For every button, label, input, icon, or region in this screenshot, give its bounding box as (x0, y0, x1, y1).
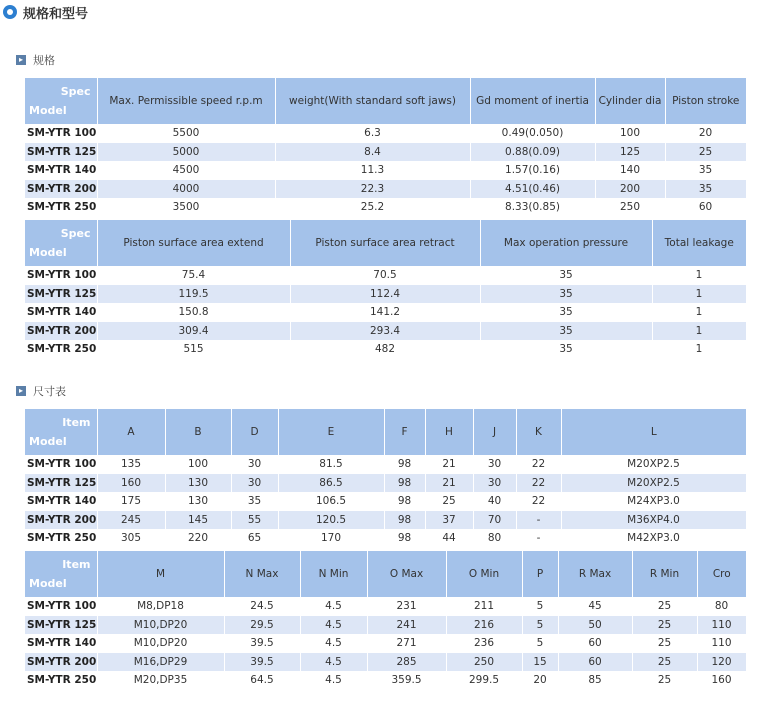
table-cell: 35 (665, 161, 746, 180)
table-cell: 25 (425, 492, 473, 511)
table-cell: 6.3 (275, 124, 470, 143)
table-cell: 35 (480, 322, 652, 341)
table-cell: 1 (652, 303, 746, 322)
table-cell: - (516, 511, 561, 530)
table-cell: M8,DP18 (97, 597, 224, 616)
table-cell: 11.3 (275, 161, 470, 180)
table-cell: 5 (522, 616, 558, 635)
table-row (25, 671, 746, 690)
table-cell: M20XP2.5 (561, 474, 746, 493)
table-cell: 25 (632, 634, 697, 653)
model-cell: SM-YTR 140 (25, 634, 97, 653)
table-cell: 0.88(0.09) (470, 143, 595, 162)
model-cell: SM-YTR 100 (25, 124, 97, 143)
table-cell: M16,DP29 (97, 653, 224, 672)
column-header: R Min (632, 551, 697, 597)
table-cell: 515 (97, 340, 290, 359)
table-cell: 60 (665, 198, 746, 217)
header-row (25, 78, 746, 124)
table-cell: 120 (697, 653, 746, 672)
header-row (25, 551, 746, 597)
table-cell: M36XP4.0 (561, 511, 746, 530)
table-cell: 119.5 (97, 285, 290, 304)
table-cell: 25 (632, 616, 697, 635)
table-cell: 44 (425, 529, 473, 548)
table-row (25, 180, 746, 199)
table-cell: 40 (473, 492, 516, 511)
table-cell: 20 (665, 124, 746, 143)
table-cell: 250 (595, 198, 665, 217)
corner-bottom-label: Model (29, 246, 67, 259)
table-cell: 70 (473, 511, 516, 530)
model-cell: SM-YTR 200 (25, 653, 97, 672)
table-cell: 110 (697, 616, 746, 635)
table-cell: 160 (97, 474, 165, 493)
table-cell: M20,DP35 (97, 671, 224, 690)
corner-header-cell (25, 78, 97, 124)
column-header: O Max (367, 551, 446, 597)
table-cell: M10,DP20 (97, 634, 224, 653)
table-cell: 231 (367, 597, 446, 616)
column-header: Gd moment of inertia (470, 78, 595, 124)
table-cell: 200 (595, 180, 665, 199)
model-cell: SM-YTR 100 (25, 455, 97, 474)
table-cell: 39.5 (224, 653, 300, 672)
table-cell: 482 (290, 340, 480, 359)
corner-header-cell (25, 551, 97, 597)
corner-header-cell (25, 220, 97, 266)
table-cell: 30 (231, 474, 278, 493)
table-cell: 5 (522, 597, 558, 616)
table-cell: 110 (697, 634, 746, 653)
table-cell: 175 (97, 492, 165, 511)
table-cell: 4.5 (300, 653, 367, 672)
table-cell: 98 (384, 474, 425, 493)
column-header: A (97, 409, 165, 455)
section-heading-spec (16, 52, 55, 68)
column-header: M (97, 551, 224, 597)
page-title: 规格和型号 (23, 6, 89, 22)
table-cell: 245 (97, 511, 165, 530)
table-cell: 20 (522, 671, 558, 690)
table-cell: 359.5 (367, 671, 446, 690)
table-row (25, 634, 746, 653)
column-header: Cylinder dia (595, 78, 665, 124)
table-cell: 35 (665, 180, 746, 199)
table-cell: 15 (522, 653, 558, 672)
dimension-table-1 (25, 409, 747, 548)
table-cell: 64.5 (224, 671, 300, 690)
table-row (25, 285, 746, 304)
column-header: B (165, 409, 231, 455)
corner-top-label: Spec (60, 85, 91, 98)
table-cell: 1 (652, 340, 746, 359)
table-cell: 98 (384, 455, 425, 474)
table-cell: 21 (425, 474, 473, 493)
column-header: H (425, 409, 473, 455)
table-cell: 22.3 (275, 180, 470, 199)
table-cell: 150.8 (97, 303, 290, 322)
table-cell: 1.57(0.16) (470, 161, 595, 180)
table-cell: 1 (652, 285, 746, 304)
column-header: P (522, 551, 558, 597)
column-header: Max operation pressure (480, 220, 652, 266)
table-cell: 45 (558, 597, 632, 616)
table-cell: 81.5 (278, 455, 384, 474)
column-header: Piston surface area retract (290, 220, 480, 266)
table-cell: 60 (558, 653, 632, 672)
table-cell: 35 (480, 285, 652, 304)
column-header: Piston stroke (665, 78, 746, 124)
section-label: 规格 (33, 54, 55, 67)
table-cell: 5 (522, 634, 558, 653)
model-cell: SM-YTR 140 (25, 492, 97, 511)
table-cell: 4.5 (300, 597, 367, 616)
table-cell: 250 (446, 653, 522, 672)
column-header: L (561, 409, 746, 455)
table-cell: 309.4 (97, 322, 290, 341)
model-cell: SM-YTR 100 (25, 266, 97, 285)
section-heading-dimensions (16, 383, 66, 399)
table-cell: 37 (425, 511, 473, 530)
table-row (25, 303, 746, 322)
corner-top-label: Spec (60, 227, 91, 240)
model-cell: SM-YTR 250 (25, 671, 97, 690)
table-row (25, 161, 746, 180)
table-cell: 4000 (97, 180, 275, 199)
table-cell: 98 (384, 529, 425, 548)
table-row (25, 340, 746, 359)
column-header: K (516, 409, 561, 455)
corner-bottom-label: Model (29, 577, 67, 590)
arrow-right-icon: ▸ (16, 55, 26, 65)
table-cell: 4.5 (300, 616, 367, 635)
column-header: Piston surface area extend (97, 220, 290, 266)
bullet-circle-icon (3, 5, 17, 19)
table-row (25, 322, 746, 341)
model-cell: SM-YTR 125 (25, 285, 97, 304)
table-cell: 220 (165, 529, 231, 548)
table-cell: 25 (632, 653, 697, 672)
table-cell: 5500 (97, 124, 275, 143)
table-cell: 22 (516, 455, 561, 474)
table-cell: 60 (558, 634, 632, 653)
table-cell: 35 (480, 266, 652, 285)
table-row (25, 124, 746, 143)
table-cell: 106.5 (278, 492, 384, 511)
table-row (25, 266, 746, 285)
table-cell: 141.2 (290, 303, 480, 322)
table-cell: 24.5 (224, 597, 300, 616)
table-cell: - (516, 529, 561, 548)
column-header: N Min (300, 551, 367, 597)
table-cell: 30 (473, 455, 516, 474)
model-cell: SM-YTR 125 (25, 474, 97, 493)
table-cell: 80 (697, 597, 746, 616)
column-header: weight(With standard soft jaws) (275, 78, 470, 124)
table-row (25, 597, 746, 616)
table-cell: 140 (595, 161, 665, 180)
table-cell: 112.4 (290, 285, 480, 304)
table-cell: 25 (665, 143, 746, 162)
column-header: J (473, 409, 516, 455)
table-cell: M20XP2.5 (561, 455, 746, 474)
table-row (25, 143, 746, 162)
table-cell: 8.4 (275, 143, 470, 162)
page-title-bar (3, 3, 88, 21)
table-cell: 125 (595, 143, 665, 162)
table-cell: 98 (384, 511, 425, 530)
model-cell: SM-YTR 250 (25, 198, 97, 217)
column-header: O Min (446, 551, 522, 597)
table-cell: 21 (425, 455, 473, 474)
table-row (25, 529, 746, 548)
table-cell: 1 (652, 322, 746, 341)
table-cell: 160 (697, 671, 746, 690)
table-row (25, 492, 746, 511)
table-cell: 3500 (97, 198, 275, 217)
table-cell: 29.5 (224, 616, 300, 635)
table-cell: 4.5 (300, 671, 367, 690)
column-header: Total leakage (652, 220, 746, 266)
table-cell: 25 (632, 671, 697, 690)
corner-bottom-label: Model (29, 435, 67, 448)
column-header: Max. Permissible speed r.p.m (97, 78, 275, 124)
column-header: D (231, 409, 278, 455)
table-row (25, 198, 746, 217)
table-cell: 170 (278, 529, 384, 548)
table-cell: 241 (367, 616, 446, 635)
table-cell: 25.2 (275, 198, 470, 217)
table-cell: M24XP3.0 (561, 492, 746, 511)
table-cell: 271 (367, 634, 446, 653)
column-header: F (384, 409, 425, 455)
table-cell: M10,DP20 (97, 616, 224, 635)
model-cell: SM-YTR 200 (25, 511, 97, 530)
table-cell: 120.5 (278, 511, 384, 530)
table-cell: 30 (231, 455, 278, 474)
column-header: Cro (697, 551, 746, 597)
corner-bottom-label: Model (29, 104, 67, 117)
table-cell: 4.51(0.46) (470, 180, 595, 199)
corner-top-label: Item (62, 416, 91, 429)
table-cell: 50 (558, 616, 632, 635)
model-cell: SM-YTR 125 (25, 616, 97, 635)
model-cell: SM-YTR 200 (25, 180, 97, 199)
header-row (25, 409, 746, 455)
table-cell: 65 (231, 529, 278, 548)
table-cell: 145 (165, 511, 231, 530)
column-header: N Max (224, 551, 300, 597)
spec-table-2 (25, 220, 747, 359)
table-row (25, 474, 746, 493)
table-cell: M42XP3.0 (561, 529, 746, 548)
table-cell: 35 (231, 492, 278, 511)
header-row (25, 220, 746, 266)
table-cell: 25 (632, 597, 697, 616)
corner-header-cell (25, 409, 97, 455)
table-cell: 5000 (97, 143, 275, 162)
table-cell: 305 (97, 529, 165, 548)
table-cell: 22 (516, 492, 561, 511)
table-cell: 211 (446, 597, 522, 616)
table-row (25, 653, 746, 672)
table-cell: 35 (480, 303, 652, 322)
table-cell: 130 (165, 492, 231, 511)
table-row (25, 455, 746, 474)
table-cell: 22 (516, 474, 561, 493)
table-cell: 35 (480, 340, 652, 359)
model-cell: SM-YTR 200 (25, 322, 97, 341)
table-cell: 4500 (97, 161, 275, 180)
table-cell: 4.5 (300, 634, 367, 653)
table-cell: 293.4 (290, 322, 480, 341)
table-cell: 135 (97, 455, 165, 474)
table-cell: 85 (558, 671, 632, 690)
table-cell: 98 (384, 492, 425, 511)
table-cell: 100 (165, 455, 231, 474)
model-cell: SM-YTR 100 (25, 597, 97, 616)
table-cell: 236 (446, 634, 522, 653)
table-row (25, 616, 746, 635)
table-row (25, 511, 746, 530)
model-cell: SM-YTR 125 (25, 143, 97, 162)
table-cell: 1 (652, 266, 746, 285)
table-cell: 285 (367, 653, 446, 672)
table-cell: 216 (446, 616, 522, 635)
table-cell: 75.4 (97, 266, 290, 285)
table-cell: 0.49(0.050) (470, 124, 595, 143)
table-cell: 8.33(0.85) (470, 198, 595, 217)
section-label: 尺寸表 (33, 385, 66, 398)
table-cell: 30 (473, 474, 516, 493)
table-cell: 299.5 (446, 671, 522, 690)
column-header: R Max (558, 551, 632, 597)
column-header: E (278, 409, 384, 455)
model-cell: SM-YTR 250 (25, 340, 97, 359)
table-cell: 39.5 (224, 634, 300, 653)
arrow-right-icon: ▸ (16, 386, 26, 396)
spec-table-1 (25, 78, 747, 217)
table-cell: 100 (595, 124, 665, 143)
table-cell: 70.5 (290, 266, 480, 285)
table-cell: 80 (473, 529, 516, 548)
model-cell: SM-YTR 250 (25, 529, 97, 548)
table-cell: 130 (165, 474, 231, 493)
dimension-table-2 (25, 551, 747, 690)
table-cell: 86.5 (278, 474, 384, 493)
model-cell: SM-YTR 140 (25, 161, 97, 180)
corner-top-label: Item (62, 558, 91, 571)
table-cell: 55 (231, 511, 278, 530)
model-cell: SM-YTR 140 (25, 303, 97, 322)
